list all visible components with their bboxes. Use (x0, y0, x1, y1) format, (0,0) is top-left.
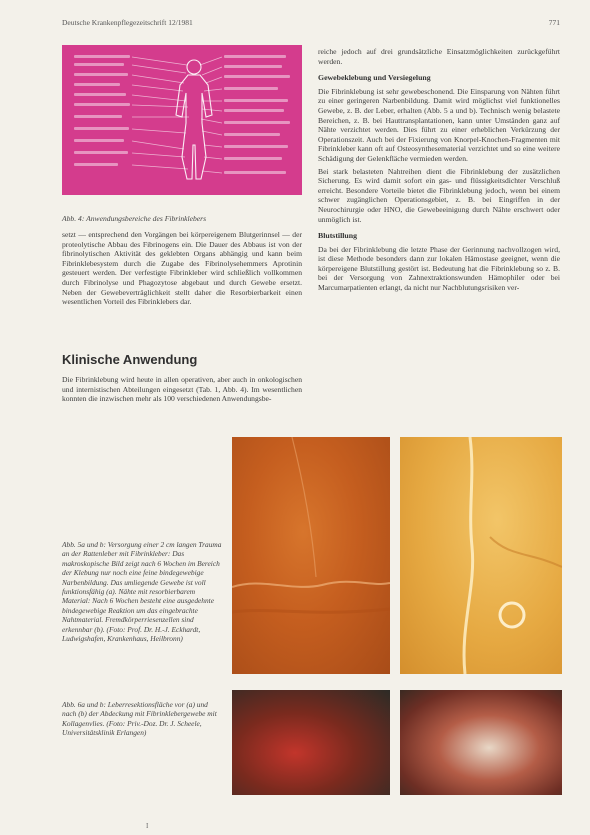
photo-6b-liver-resection (400, 690, 562, 795)
figure-6-caption: Abb. 6a und b: Leberresektionsfläche vor (a) und nach (b) der Abdeckung mit Fibrinklebergewebe mit Kollagenvlies. (Foto: Priv.-Doz. Dr. J. Scheele, Universitätsklinik Erlangen) (62, 700, 217, 738)
figure-4-caption: Abb. 4: Anwendungsbereiche des Fibrinklebers (62, 214, 207, 223)
paragraph: Da bei der Fibrinklebung die letzte Phase der Gerinnung nachvollzogen wird, ist diese Methode besonders dann zur lokalen Hämostase geeignet, wenn die körpereigene Blutstillung gestört ist. Bedeutung hat die Fibrinklebung so z. B. bei der Versorgung von Zahnextraktionswunden Hämophiler oder bei Marcumarpatienten erlangt, da nicht nur Nachblutungsrisiken ver- (318, 244, 560, 293)
tissue-texture-icon (232, 437, 390, 674)
paragraph: reiche jedoch auf drei grundsätzliche Einsatzmöglichkeiten zurückgeführt werden. (318, 47, 560, 66)
paragraph: Die Fibrinklebung ist sehr gewebeschonend. Die Einsparung von Nähten führt zu einer geringeren Narbenbildung. Damit wird möglichst viel funktionelles Gewebe, z. B. der Leber, erhalten (Abb. 5 a und b). Technisch wenig belastete Bereichen, z. B. bei Hauttransplantationen, kann unter Umständen ganz auf Nähte verzichtet werden. Dies führt zu einer erheblichen Verkürzung der Operationszeit. Auch bei der Fixierung von Knorpel-Knochen-Fragmenten mit Fibrinkleber kann oft auf Osteosynthesematerial verzichtet und so eine weitere Schädigung der Gelenkfläche vermieden werden. (318, 86, 560, 163)
page-number: 771 (548, 18, 560, 27)
human-body-icon (62, 45, 302, 195)
photo-5a-liver-histology (232, 437, 390, 674)
figure-5-caption: Abb. 5a und b: Versorgung einer 2 cm langen Trauma an der Rattenleber mit Fibrinkleber: Das makroskopische Bild zeigt nach 6 Wochen im Bereich der Klebung nur noch eine feine bindegewebige Narbenbildung. Das umliegende Gewebe ist voll funktionsfähig (a). Nähte mit resorbierbarem Material: Nach 6 Wochen besteht eine ausgedehnte bindegewebige Reaktion um das eingebrachte Nahtmaterial. Fremdkörperriesenzellen sind erkennbar (b). (Foto: Prof. Dr. H.-J. Eckhardt, Ludwigshafen, Krankenhaus, Heilbronn) (62, 540, 222, 644)
tissue-texture-icon (400, 437, 562, 674)
journal-title: Deutsche Krankenpflegezeitschrift 12/1981 (62, 18, 193, 27)
section-heading-klinische-anwendung: Klinische Anwendung (62, 352, 198, 367)
page-header (62, 18, 560, 32)
left-column-bottom (62, 375, 302, 407)
paragraph: setzt — entsprechend den Vorgängen bei körpereigenem Blutgerinnsel — der proteolytische Abbau des Fibrinogens ein. Die Dauer des Abbaus ist von der fibrinolytischen Aktivität des geklebten Organs abhängig und kann beim Fibrinklebesystem durch die Zugabe des Fibrinolysehemmers Aprotinin gesteuert werden. Der verfestigte Fibrinkleber wird schließlich vollkommen durch Fibrinolyse und Phagozytose abgebaut und durch Gewebe ersetzt. Neben der Gewebeverträglichkeit stellt daher die Resorbierbarkeit einen wesentlichen Vorteil des Fibrinklebers dar. (62, 230, 302, 307)
right-column (318, 47, 560, 296)
photo-5b-liver-histology (400, 437, 562, 674)
subheading-blutstillung: Blutstillung (318, 231, 357, 241)
footer-mark: I (146, 822, 149, 830)
paragraph: Bei stark belasteten Nahtreihen dient die Fibrinklebung der zusätzlichen Sicherung. Es wird damit sofort ein gas- und flüssigkeitsdichter Verschluß erreicht. Besondere Vorteile bietet die Fibrinklebung jedoch, wenn bei einem schwer zugänglichen Operationsgebiet, z. B. bei Eingriffen in der Neurochirurgie oder HNO, die Gewebeeinigung durch Nähte erschwert oder unmöglich ist. (318, 166, 560, 224)
photo-6a-liver-resection (232, 690, 390, 795)
figure-4-anatomy-diagram (62, 45, 302, 195)
subheading-gewebeklebung: Gewebeklebung und Versiegelung (318, 73, 431, 83)
left-column-top (62, 230, 302, 310)
paragraph: Die Fibrinklebung wird heute in allen operativen, aber auch in onkologischen und internistischen Abteilungen eingesetzt (Tab. 1, Abb. 4). Im wesentlichen konnten die inzwischen mehr als 100 verschiedenen Anwendungsbe- (62, 375, 302, 404)
